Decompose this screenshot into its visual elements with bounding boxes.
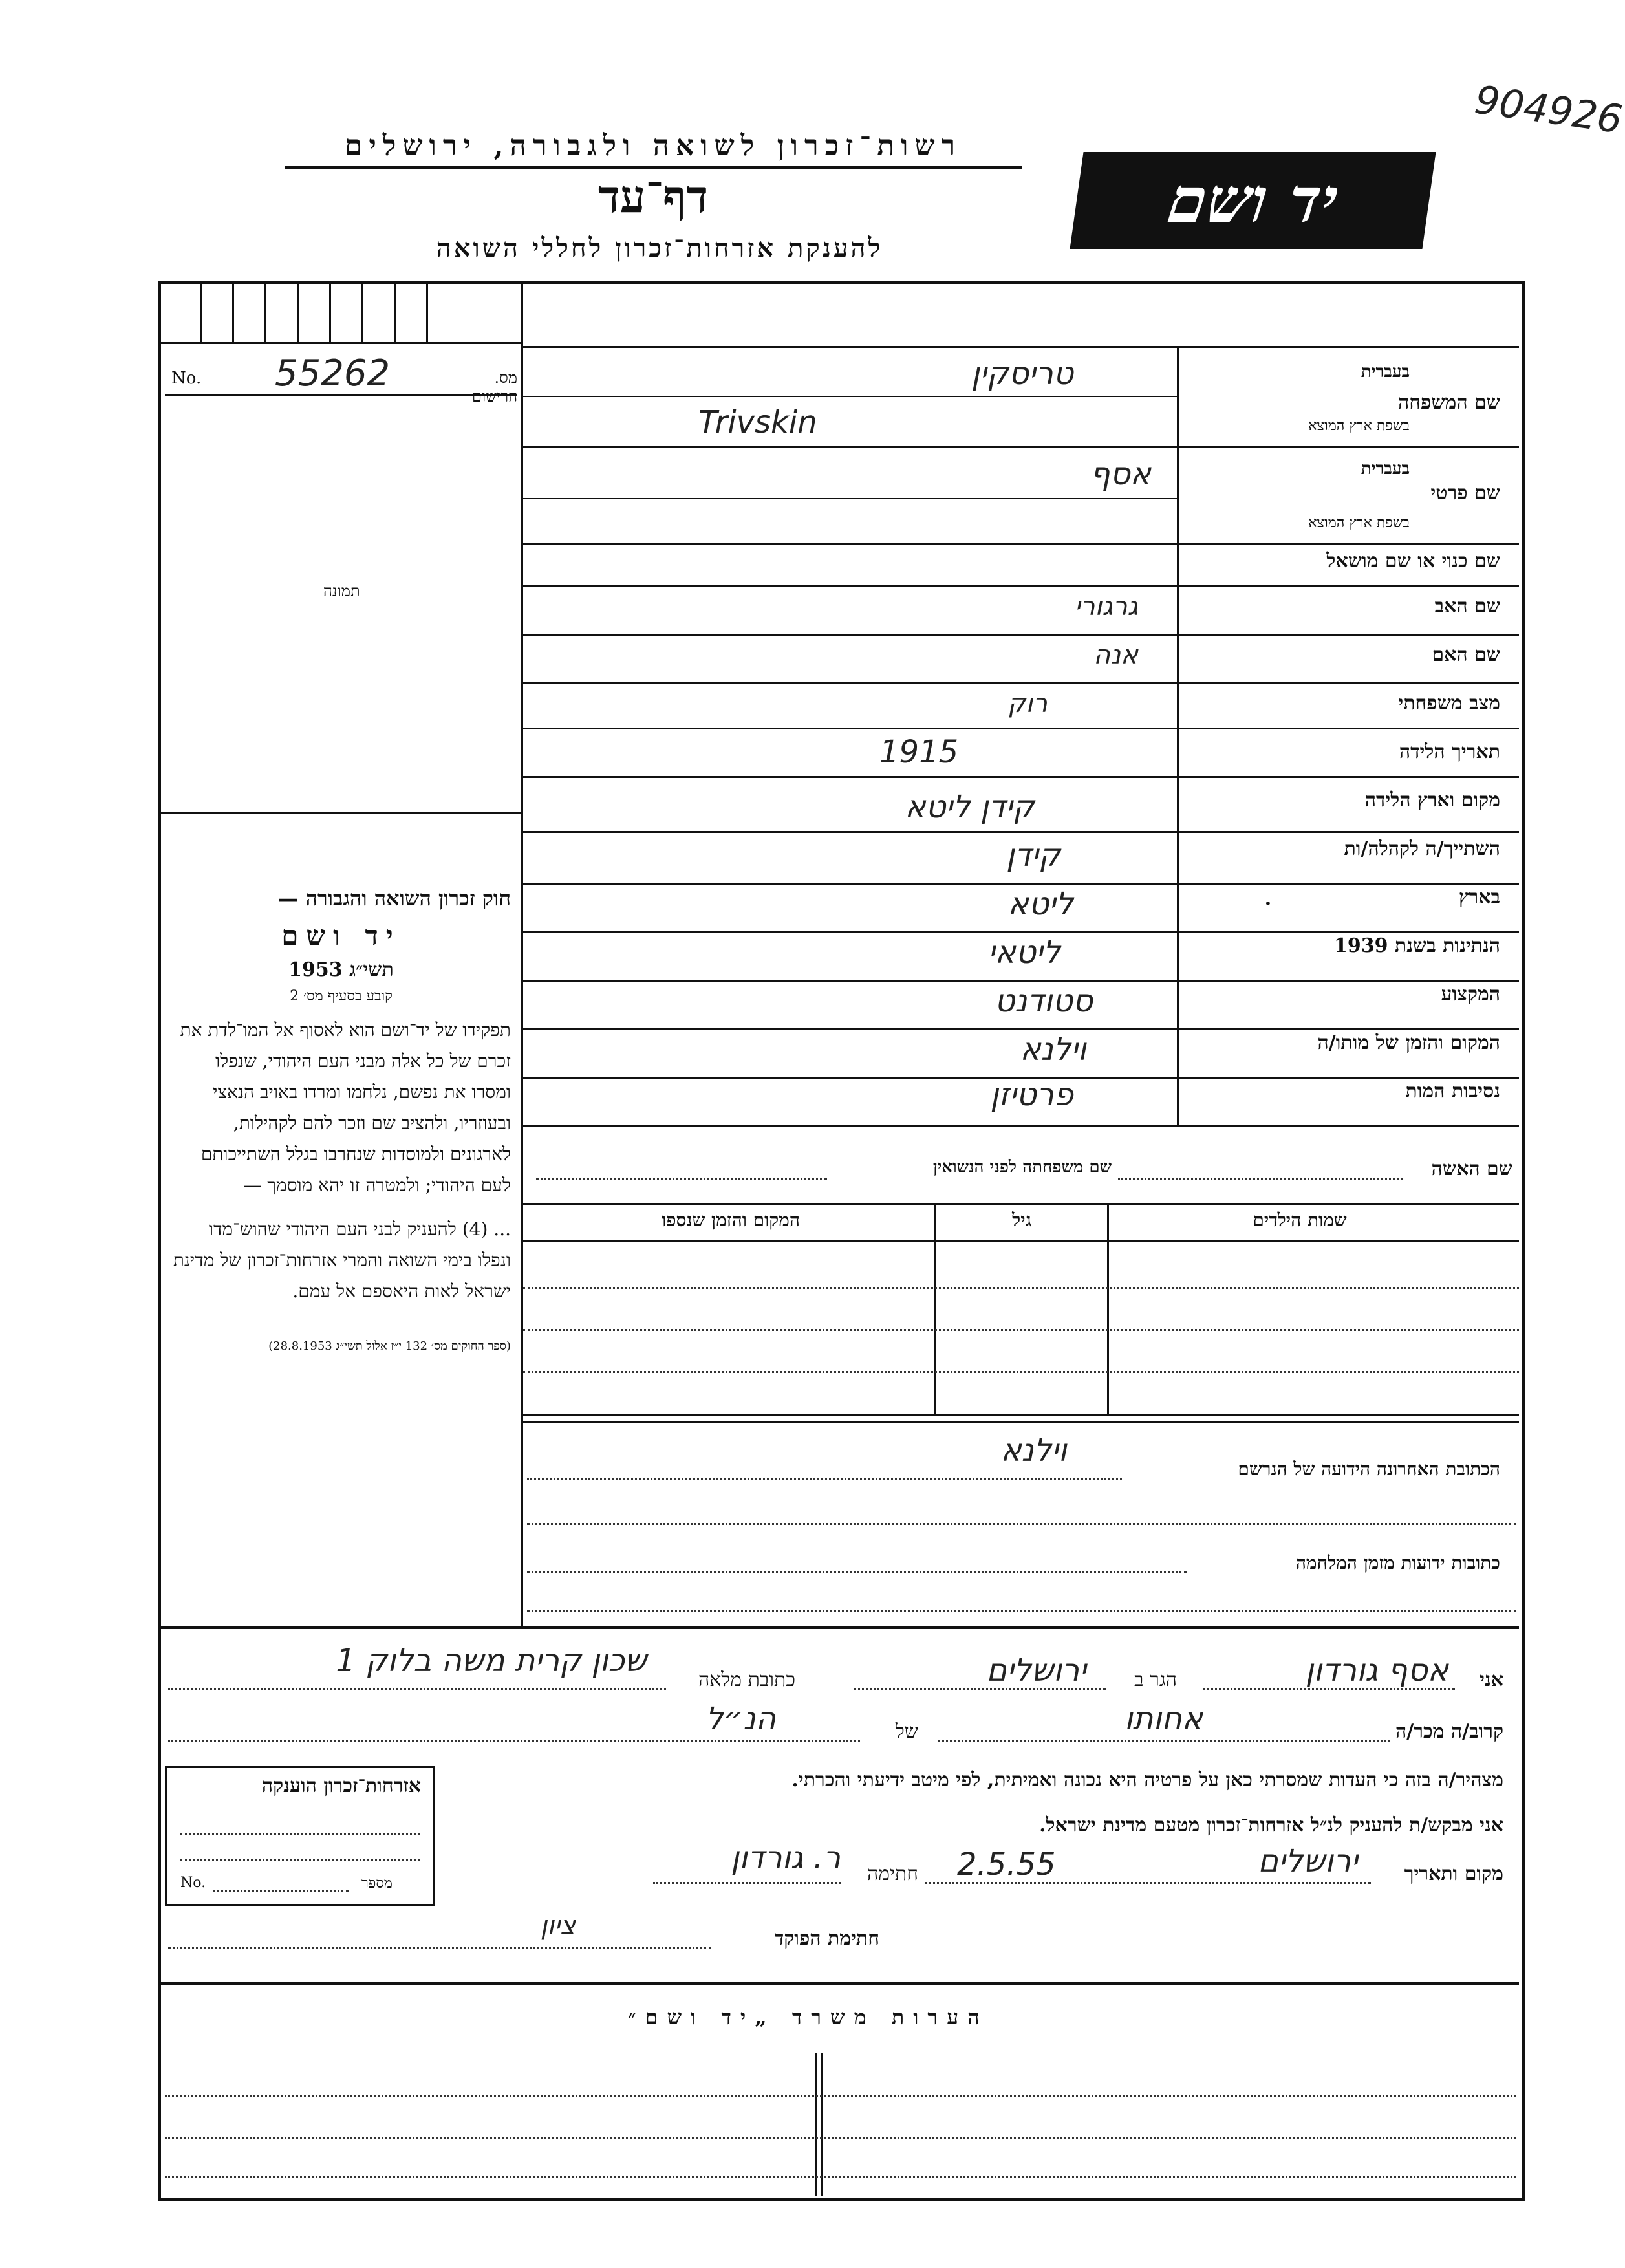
address-line[interactable] (527, 1610, 1516, 1612)
community-label: השתייך/ה לקהלה/ות (1344, 837, 1500, 860)
nickname-label: שם כנוי או שם מושאל (1326, 550, 1500, 572)
father-label: שם האב (1434, 595, 1500, 618)
children-col-place: המקום והזמן שנספו (662, 1209, 800, 1231)
statement-1: מצהיר/ה בזה כי העדות שמסרתי כאן על פרטיה היא נכונה ואמיתית, לפי מיטב ידיעתי והכרתי. (791, 1769, 1503, 1791)
spouse-name-line[interactable] (1118, 1178, 1403, 1180)
profession-value: סטודנט (995, 983, 1093, 1019)
signature-label: חתימה (867, 1863, 918, 1885)
children-col-names: שמות הילדים (1253, 1209, 1347, 1231)
last-address-value: וילנא (1000, 1432, 1067, 1469)
citizenship-no-label: No. (180, 1875, 206, 1891)
registration-row (165, 349, 517, 405)
address-full-line[interactable] (168, 1688, 666, 1690)
spouse-row (523, 1151, 1519, 1205)
citizenship-box-line (180, 1859, 420, 1861)
family-status-label: מצב משפחתי (1398, 692, 1500, 715)
declaration-top-rule (161, 1626, 1519, 1629)
declarant-value: אסף גורדון (1305, 1652, 1448, 1689)
photo-box-bottom (161, 812, 521, 814)
first-name-sub-he: בעברית (1361, 459, 1410, 479)
family-name-orig-value: Trivskin (698, 404, 817, 440)
office-notes-divider (815, 2053, 817, 2196)
citizenship-no-line[interactable] (213, 1890, 349, 1892)
death-circumstances-label: נסיבות המות (1405, 1080, 1500, 1103)
registration-label-he: מס. הרישום (472, 369, 517, 405)
children-row[interactable] (523, 1329, 1519, 1331)
profession-label: המקצוע (1441, 983, 1500, 1006)
birth-date-value: 1915 (879, 734, 959, 770)
country-value: ליטא (1007, 886, 1073, 922)
law-text-2: ... (4) להעניק לבני העם היהודי שהוש־מדו ונפלו בימי השואה והמרי אזרחות־זכרון של מדינת ישראל לאות היאספם אל עמם. (173, 1218, 511, 1302)
relative-line[interactable] (938, 1740, 1390, 1742)
registration-no-label: No. (171, 369, 202, 388)
law-clause: קובע בסעיף מס׳ 2 (290, 988, 393, 1004)
of-label: של (895, 1720, 918, 1743)
city-value: ירושלים (986, 1652, 1086, 1689)
children-row[interactable] (523, 1287, 1519, 1289)
last-address-line[interactable] (527, 1478, 1122, 1480)
declarant-label: אני (1480, 1669, 1503, 1691)
authority-title: רשות־זכרון לשואה ולגבורה, ירושלים (285, 129, 1022, 169)
spouse-maiden-label: שם משפחתה לפני הנשואין (932, 1158, 1112, 1177)
first-name-label: שם פרטי (1430, 482, 1500, 504)
relative-value: אחותו (1124, 1701, 1203, 1737)
family-name-value: טריסקין (971, 356, 1073, 392)
father-value: גרגורי (1075, 592, 1138, 621)
office-notes-divider (821, 2053, 823, 2196)
address-full-label: כתובת מלאה (698, 1669, 795, 1691)
photo-label: תמונה (323, 582, 360, 600)
first-name-sub-orig: בשפת ארץ המוצא (1308, 515, 1410, 531)
family-status-value: רוק (1007, 689, 1048, 718)
top-strip-boxes (161, 284, 523, 344)
office-notes-rule (161, 1982, 1519, 1985)
country-label: בארץ (1458, 886, 1500, 909)
place-value: ירושלים (1258, 1843, 1358, 1879)
law-block (171, 886, 511, 1353)
death-place-label: המקום והזמן של מותו/ה (1317, 1031, 1500, 1054)
nationality-label: הנתינות בשנת 1939 (1333, 934, 1500, 957)
form-title: דף־עד (597, 169, 708, 223)
date-value: 2.5.55 (957, 1846, 1056, 1883)
yad-vashem-logo: יד ושם (1070, 152, 1436, 249)
citizenship-no-label-he: מספר (361, 1875, 393, 1892)
citizenship-box (165, 1766, 435, 1906)
citizenship-box-title: אזרחות־זכרון הוענקה (261, 1775, 421, 1797)
left-column-divider (521, 284, 523, 1629)
mother-value: אנה (1093, 640, 1138, 670)
community-value: קידן (1006, 837, 1060, 874)
family-name-sub-orig: בשפת ארץ המוצא (1308, 418, 1410, 434)
statement-2: אני מבקש/ת להעניק לנ״ל אזרחות־זכרון מטעם מדינת ישראל. (1039, 1814, 1503, 1837)
family-name-label: שם המשפחה (1397, 391, 1500, 414)
relative-label: קרוב/ה מכר/ה (1395, 1720, 1503, 1743)
office-notes-title: הערות משרד „יד ושם״ (628, 2005, 989, 2029)
officer-signature-mark: ציון (540, 1911, 576, 1941)
office-notes-line[interactable] (165, 2095, 1516, 2097)
officer-signature-label: חתימת הפוקד (774, 1927, 879, 1950)
death-place-value: וילנא (1020, 1031, 1086, 1068)
family-name-sub-he: בעברית (1361, 362, 1410, 382)
children-row[interactable] (523, 1371, 1519, 1373)
last-address-label: הכתובת האחרונה הידועה של הנרשם (1238, 1458, 1500, 1480)
signature-line[interactable] (653, 1882, 841, 1884)
address-line[interactable] (527, 1523, 1516, 1525)
citizenship-box-line (180, 1833, 420, 1835)
officer-signature-line[interactable] (168, 1947, 711, 1949)
stray-dot: • (1264, 896, 1272, 911)
law-citation: (ספר החוקים מס׳ 132 י״ז אלול תשי״ג 28.8.1953) (268, 1339, 511, 1353)
law-title: חוק זכרון השואה והגבורה — (277, 886, 511, 911)
law-name: יד ושם (281, 920, 401, 951)
spouse-maiden-line[interactable] (536, 1178, 827, 1180)
office-notes-line[interactable] (165, 2137, 1516, 2139)
birth-place-label: מקום וארץ הלידה (1364, 789, 1500, 812)
children-col-age: גיל (1012, 1209, 1031, 1231)
mother-label: שם האם (1432, 643, 1500, 666)
top-strip-rule (523, 346, 1519, 348)
spouse-label: שם האשה (1431, 1158, 1512, 1180)
birth-place-value: קידן ליטא (905, 789, 1035, 825)
law-year: תשי״ג 1953 (288, 958, 394, 981)
death-circumstances-value: פרטיזן (990, 1077, 1073, 1113)
of-line[interactable] (168, 1740, 860, 1742)
of-value: הנ״ל (705, 1701, 776, 1737)
war-address-line[interactable] (527, 1571, 1187, 1573)
law-text: תפקידו של יד־ושם הוא לאסוף אל המו־לדת את זכרם של כל אלה מבני העם היהודי, שנפלו ומסרו את נפשם, נלחמו ומרדו באויב הנאצי ובעוזריו, ולהציב שם וזכר להם לקהילות, לארגונים ולמוסדות שנחרבו בגלל השתייכותם לעם היהודי; ולמטרה זו יהא מוסמך — (180, 1019, 511, 1196)
nationality-value: ליטאי (988, 934, 1060, 971)
war-address-label: כתובות ידועות מזמן המלחמה (1295, 1552, 1500, 1573)
birth-date-label: תאריך הלידה (1399, 740, 1500, 763)
registration-number: 55262 (275, 352, 391, 394)
office-notes-line[interactable] (165, 2176, 1516, 2178)
corner-handwritten-number: 904926 (1472, 77, 1625, 143)
first-name-value: אסף (1090, 456, 1151, 492)
label-column-divider (1177, 348, 1179, 1127)
place-date-label: מקום ותאריך (1404, 1863, 1503, 1885)
form-subtitle: להענקת אזרחות־זכרון לחללי השואה (436, 233, 883, 263)
lives-in-label: הגר ב (1134, 1669, 1177, 1691)
signature-value: ר. גורדון (731, 1840, 841, 1876)
address-full-value: שכון קרית משה בלוק 1 (336, 1643, 647, 1679)
